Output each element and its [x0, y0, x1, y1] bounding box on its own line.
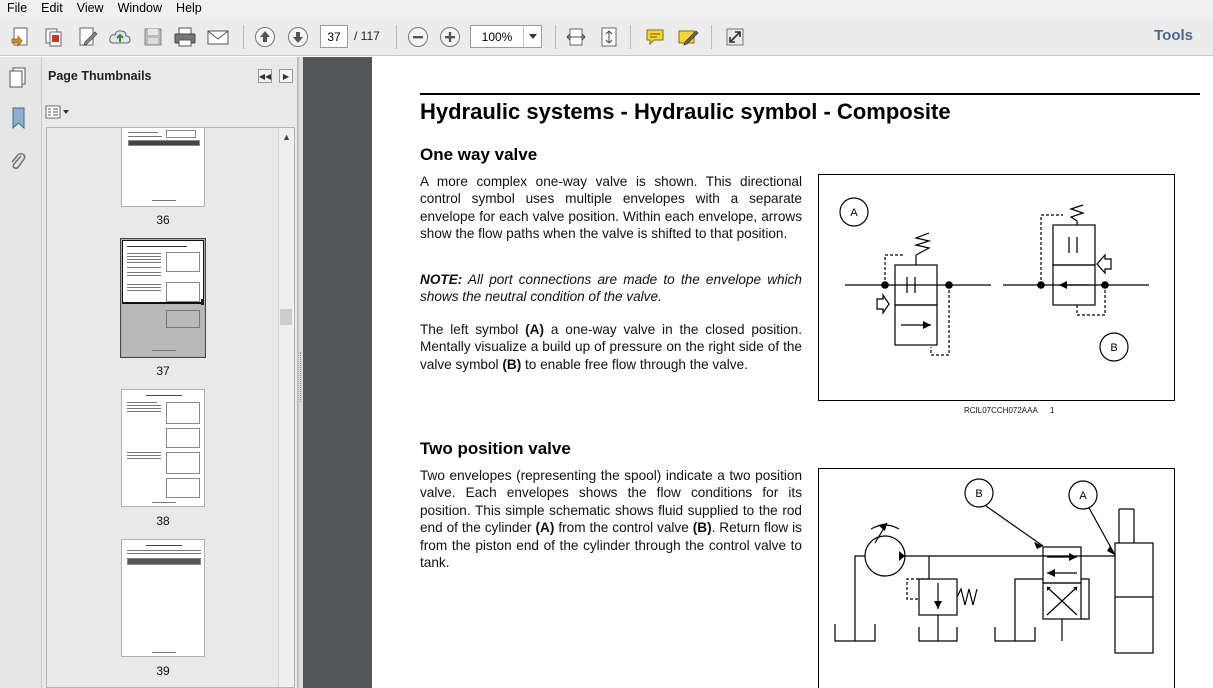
toolbar-separator — [243, 25, 244, 49]
figure-label-b: B — [1110, 342, 1118, 354]
save-icon[interactable] — [140, 24, 166, 50]
menu-bar — [0, 0, 1213, 17]
combine-files-icon[interactable] — [41, 24, 67, 50]
thumbnail-page-37[interactable] — [121, 239, 205, 357]
zoom-out-icon[interactable] — [405, 24, 431, 50]
note-label: NOTE: — [420, 272, 463, 287]
text-run: to enable free flow through the valve. — [521, 356, 748, 372]
paragraph-one-way-intro: A more complex one-way valve is shown. This directional control symbol uses multiple envelopes with a separate envelope for each valve position. Within each envelope, arrows show the flow paths when the valve is shifted to that position. — [420, 174, 802, 242]
ref-a: (A) — [535, 520, 555, 536]
thumbnail-label-37: 37 — [156, 364, 170, 378]
paragraph-two-position — [420, 467, 802, 571]
scrollbar-thumb[interactable] — [280, 309, 292, 325]
figure-label-a: A — [1079, 490, 1087, 502]
attachments-icon[interactable] — [5, 149, 31, 175]
thumbnail-label-39: 39 — [156, 664, 170, 678]
previous-page-icon[interactable] — [252, 24, 278, 50]
ref-b: (B) — [692, 520, 712, 536]
bookmarks-icon[interactable] — [5, 105, 31, 131]
zoom-in-icon[interactable] — [437, 24, 463, 50]
print-icon[interactable] — [172, 24, 198, 50]
thumbnail-figure — [166, 452, 200, 474]
zoom-value: 100% — [481, 29, 513, 44]
page-thumbnails-panel — [42, 57, 298, 688]
paragraph-note — [420, 271, 802, 306]
page-total-label: / 117 — [354, 29, 380, 43]
email-icon[interactable] — [205, 24, 231, 50]
text-run: a one-way valve in the closed position. Mentally visualize a build up of pressure on the right side of the valve symbol — [420, 322, 802, 372]
thumbnail-table — [127, 558, 201, 565]
fit-width-icon[interactable] — [563, 24, 589, 50]
thumbnail-figure — [166, 478, 200, 498]
text-run: Two envelopes (representing the spool) indicate a two position valve. Each envelopes shows the flow conditions for its position. This simple schematic shows fluid supplied to the rod end of the cylinder — [420, 468, 802, 536]
toolbar — [0, 17, 1213, 56]
fit-page-icon[interactable] — [596, 24, 622, 50]
edit-document-icon[interactable] — [75, 24, 101, 50]
panel-title: Page Thumbnails — [48, 69, 152, 83]
two-position-valve-diagram — [819, 469, 1173, 688]
navigation-rail — [0, 57, 42, 688]
thumbnail-page-39[interactable] — [121, 539, 205, 657]
thumbnail-figure — [166, 252, 200, 272]
thumbnail-page-38[interactable] — [121, 389, 205, 507]
document-viewport[interactable] — [303, 57, 1213, 688]
text-run: The left symbol — [420, 322, 526, 337]
text-run: . Return flow is from the piston end of the cylinder through the control valve to tank. — [420, 520, 802, 571]
menu-help[interactable]: Help — [176, 1, 202, 15]
thumbnail-figure — [166, 310, 200, 328]
figure-label-b: B — [975, 488, 983, 500]
section-heading-one-way-valve: One way valve — [420, 145, 538, 164]
menu-file[interactable]: File — [7, 1, 28, 15]
comment-icon[interactable] — [642, 24, 668, 50]
thumbnail-figure — [166, 428, 200, 448]
next-page-icon[interactable] — [285, 24, 311, 50]
menu-view[interactable]: View — [76, 1, 104, 15]
thumbnail-label-38: 38 — [156, 514, 170, 528]
thumbnail-scrollbar[interactable] — [278, 128, 294, 687]
note-text: All port connections are made to the envelope which shows the neutral condition of the valve. — [420, 272, 802, 305]
fullscreen-icon[interactable] — [722, 24, 748, 50]
thumbnail-figure — [166, 402, 200, 424]
one-way-valve-figure — [818, 174, 1175, 401]
zoom-select[interactable] — [470, 25, 542, 48]
chevron-down-icon[interactable] — [523, 26, 541, 47]
thumbnail-figure — [166, 130, 196, 138]
pdf-page — [372, 57, 1213, 688]
upload-cloud-icon[interactable] — [107, 24, 133, 50]
scroll-up-icon[interactable]: ▲ — [282, 132, 291, 142]
toolbar-separator — [396, 25, 397, 49]
options-menu-icon[interactable] — [45, 104, 71, 120]
page-thumbnails-icon[interactable] — [5, 65, 31, 91]
page-title: Hydraulic systems - Hydraulic symbol - Composite — [420, 99, 951, 124]
toolbar-separator — [555, 25, 556, 49]
thumbnail-page-36[interactable] — [121, 127, 205, 207]
page-number-input[interactable]: 37 — [320, 25, 348, 48]
two-position-valve-figure — [818, 468, 1175, 688]
section-heading-two-position-valve: Two position valve — [420, 439, 571, 458]
menu-edit[interactable]: Edit — [41, 1, 63, 15]
figure-caption-number: 1 — [1050, 406, 1055, 415]
thumbnail-list[interactable] — [46, 127, 295, 688]
highlight-icon[interactable] — [675, 24, 701, 50]
ref-b: (B) — [502, 356, 522, 372]
paragraph-one-way-detail — [420, 321, 802, 373]
thumbnail-label-36: 36 — [156, 213, 170, 227]
header-rule — [420, 93, 1200, 95]
collapse-panel-icon[interactable]: ◀◀ — [258, 69, 272, 83]
text-run: from the control valve — [554, 520, 693, 536]
thumbnail-figure — [166, 282, 200, 302]
expand-panel-icon[interactable]: ▶ — [279, 69, 293, 83]
thumbnail-table — [128, 140, 200, 146]
figure-caption-code: RCIL07CCH072AAA — [964, 406, 1038, 415]
menu-window[interactable]: Window — [117, 1, 163, 15]
one-way-valve-diagram — [819, 175, 1173, 399]
tools-button[interactable]: Tools — [1154, 27, 1193, 44]
figure-label-a: A — [850, 207, 858, 219]
create-pdf-icon[interactable] — [8, 24, 34, 50]
toolbar-separator — [630, 25, 631, 49]
ref-a: (A) — [525, 322, 545, 337]
toolbar-separator — [711, 25, 712, 49]
